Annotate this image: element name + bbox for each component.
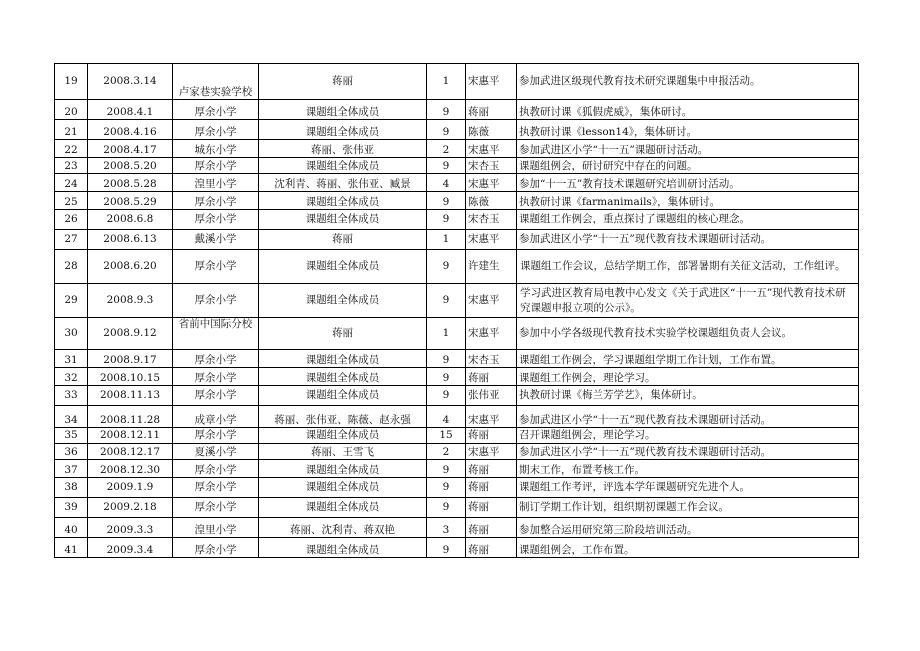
row-date: 2008.6.20	[88, 250, 173, 284]
row-school: 厚余小学	[173, 386, 259, 406]
row-members: 沈利青、蒋丽、张伟亚、臧景	[259, 174, 427, 192]
row-members: 课题组全体成员	[259, 100, 427, 120]
row-date: 2008.5.29	[88, 192, 173, 210]
row-number: 24	[55, 174, 88, 192]
table-row	[55, 318, 859, 350]
row-members: 课题组全体成员	[259, 350, 427, 368]
row-school: 成章小学	[173, 406, 259, 428]
table-row	[55, 174, 859, 192]
row-content: 参加武进区级现代教育技术研究课题集中申报活动。	[517, 64, 859, 100]
row-school: 戴溪小学	[173, 230, 259, 250]
table-row	[55, 444, 859, 460]
row-number: 37	[55, 460, 88, 478]
row-number: 19	[55, 64, 88, 100]
row-content: 参加“十一五”教育技术课题研究培训研讨活动。	[517, 174, 859, 192]
row-date: 2008.11.28	[88, 406, 173, 428]
row-school: 城东小学	[173, 140, 259, 158]
row-recorder: 宋惠平	[466, 64, 517, 100]
table-row	[55, 406, 859, 428]
row-count: 9	[427, 460, 466, 478]
row-recorder: 宋杏玉	[466, 158, 517, 174]
row-recorder: 宋惠平	[466, 318, 517, 350]
row-members: 蒋丽、张伟亚	[259, 140, 427, 158]
row-recorder: 蒋丽	[466, 478, 517, 498]
table-row	[55, 386, 859, 406]
row-number: 33	[55, 386, 88, 406]
table-body	[55, 64, 859, 558]
row-members: 课题组全体成员	[259, 284, 427, 318]
row-count: 9	[427, 284, 466, 318]
row-content: 执教研讨课《狐假虎威》，集体研讨。	[517, 100, 859, 120]
row-number: 22	[55, 140, 88, 158]
row-date: 2008.12.17	[88, 444, 173, 460]
row-date: 2008.9.3	[88, 284, 173, 318]
row-recorder: 宋惠平	[466, 406, 517, 428]
row-content: 课题组工作例会，重点探讨了课题组的核心理念。	[517, 210, 859, 230]
row-members: 课题组全体成员	[259, 538, 427, 558]
row-school: 厚余小学	[173, 192, 259, 210]
row-recorder: 宋杏玉	[466, 210, 517, 230]
row-members: 课题组全体成员	[259, 368, 427, 386]
table-row	[55, 100, 859, 120]
row-count: 9	[427, 158, 466, 174]
row-school: 湟里小学	[173, 174, 259, 192]
row-date: 2008.9.17	[88, 350, 173, 368]
table-row	[55, 192, 859, 210]
row-date: 2008.4.16	[88, 120, 173, 140]
row-count: 4	[427, 406, 466, 428]
row-members: 蒋丽	[259, 318, 427, 350]
row-content: 召开课题组例会，理论学习。	[517, 428, 859, 444]
row-members: 课题组全体成员	[259, 478, 427, 498]
row-recorder: 宋杏玉	[466, 350, 517, 368]
row-content: 执教研讨课《梅兰芳学艺》，集体研讨。	[517, 386, 859, 406]
row-school: 厚余小学	[173, 498, 259, 518]
row-school: 厚余小学	[173, 538, 259, 558]
row-school: 厚余小学	[173, 250, 259, 284]
row-number: 29	[55, 284, 88, 318]
row-count: 1	[427, 64, 466, 100]
row-date: 2009.3.3	[88, 518, 173, 538]
row-count: 9	[427, 120, 466, 140]
row-content: 执教研讨课《farmanimails》，集体研讨。	[517, 192, 859, 210]
row-count: 9	[427, 250, 466, 284]
row-members: 课题组全体成员	[259, 250, 427, 284]
row-recorder: 陈薇	[466, 120, 517, 140]
row-content: 参加武进区小学“十一五”现代教育技术课题研讨活动。	[517, 406, 859, 428]
row-date: 2008.10.15	[88, 368, 173, 386]
row-date: 2008.12.11	[88, 428, 173, 444]
row-members: 课题组全体成员	[259, 192, 427, 210]
row-content: 制订学期工作计划，组织期初课题工作会议。	[517, 498, 859, 518]
row-date: 2008.6.13	[88, 230, 173, 250]
row-count: 3	[427, 518, 466, 538]
table-row	[55, 250, 859, 284]
row-count: 9	[427, 386, 466, 406]
row-members: 课题组全体成员	[259, 210, 427, 230]
row-content: 执教研讨课《lesson14》，集体研讨。	[517, 120, 859, 140]
row-members: 蒋丽、王雪飞	[259, 444, 427, 460]
row-date: 2008.3.14	[88, 64, 173, 100]
row-school: 厚余小学	[173, 210, 259, 230]
row-date: 2008.9.12	[88, 318, 173, 350]
row-date: 2008.4.17	[88, 140, 173, 158]
row-content: 课题组例会，研讨研究中存在的问题。	[517, 158, 859, 174]
row-count: 2	[427, 140, 466, 158]
row-count: 9	[427, 368, 466, 386]
table-row	[55, 120, 859, 140]
row-count: 9	[427, 192, 466, 210]
row-count: 9	[427, 498, 466, 518]
row-members: 课题组全体成员	[259, 428, 427, 444]
row-count: 9	[427, 210, 466, 230]
row-members: 课题组全体成员	[259, 498, 427, 518]
row-number: 38	[55, 478, 88, 498]
table-row	[55, 368, 859, 386]
row-date: 2008.5.20	[88, 158, 173, 174]
row-members: 蒋丽	[259, 64, 427, 100]
row-number: 34	[55, 406, 88, 428]
row-date: 2008.5.28	[88, 174, 173, 192]
row-members: 蒋丽、沈利青、蒋双艳	[259, 518, 427, 538]
row-recorder: 蒋丽	[466, 428, 517, 444]
row-school: 厚余小学	[173, 284, 259, 318]
table-row	[55, 518, 859, 538]
table-row	[55, 538, 859, 558]
row-school: 厚余小学	[173, 478, 259, 498]
row-school: 厚余小学	[173, 120, 259, 140]
row-content: 课题组工作会议，总结学期工作，部署暑期有关征文活动，工作组评。	[517, 250, 859, 284]
row-date: 2008.11.13	[88, 386, 173, 406]
row-recorder: 蒋丽	[466, 518, 517, 538]
row-members: 课题组全体成员	[259, 460, 427, 478]
row-content: 学习武进区教育局电教中心发文《关于武进区“十一五”现代教育技术研究课题申报立项的公示》。	[517, 284, 859, 318]
row-count: 15	[427, 428, 466, 444]
table-row	[55, 158, 859, 174]
row-content: 参加整合运用研究第三阶段培训活动。	[517, 518, 859, 538]
row-recorder: 陈薇	[466, 192, 517, 210]
row-number: 36	[55, 444, 88, 460]
row-number: 26	[55, 210, 88, 230]
row-date: 2009.2.18	[88, 498, 173, 518]
row-number: 25	[55, 192, 88, 210]
row-number: 23	[55, 158, 88, 174]
row-content: 参加武进区小学“十一五”现代教育技术课题研讨活动。	[517, 230, 859, 250]
row-members: 课题组全体成员	[259, 158, 427, 174]
row-members: 蒋丽、张伟亚、陈薇、赵永强	[259, 406, 427, 428]
row-recorder: 张伟亚	[466, 386, 517, 406]
row-recorder: 蒋丽	[466, 368, 517, 386]
row-content: 参加武进区小学“十一五”现代教育技术课题研讨活动。	[517, 444, 859, 460]
row-date: 2008.6.8	[88, 210, 173, 230]
row-members: 课题组全体成员	[259, 386, 427, 406]
row-number: 20	[55, 100, 88, 120]
row-count: 9	[427, 478, 466, 498]
row-count: 4	[427, 174, 466, 192]
row-count: 9	[427, 100, 466, 120]
table-row	[55, 284, 859, 318]
row-recorder: 蒋丽	[466, 460, 517, 478]
table-row	[55, 428, 859, 444]
row-school: 厚余小学	[173, 100, 259, 120]
row-number: 40	[55, 518, 88, 538]
row-school: 卢家巷实验学校	[173, 64, 259, 100]
row-school: 厚余小学	[173, 460, 259, 478]
row-recorder: 蒋丽	[466, 538, 517, 558]
table-row	[55, 498, 859, 518]
row-school: 厚余小学	[173, 350, 259, 368]
table-row	[55, 478, 859, 498]
row-number: 32	[55, 368, 88, 386]
table-row	[55, 64, 859, 100]
row-members: 课题组全体成员	[259, 120, 427, 140]
row-content: 课题组工作例会，理论学习。	[517, 368, 859, 386]
row-number: 27	[55, 230, 88, 250]
row-recorder: 蒋丽	[466, 100, 517, 120]
table-row	[55, 140, 859, 158]
row-date: 2008.4.1	[88, 100, 173, 120]
row-recorder: 许建生	[466, 250, 517, 284]
row-school: 夏溪小学	[173, 444, 259, 460]
row-recorder: 宋惠平	[466, 174, 517, 192]
row-number: 30	[55, 318, 88, 350]
row-school: 厚余小学	[173, 368, 259, 386]
row-recorder: 宋惠平	[466, 230, 517, 250]
row-number: 21	[55, 120, 88, 140]
row-content: 课题组例会，工作布置。	[517, 538, 859, 558]
row-recorder: 宋惠平	[466, 284, 517, 318]
row-content: 课题组工作例会，学习课题组学期工作计划，工作布置。	[517, 350, 859, 368]
row-count: 1	[427, 318, 466, 350]
row-school: 厚余小学	[173, 158, 259, 174]
row-school: 省前中国际分校	[173, 318, 259, 350]
table-row	[55, 210, 859, 230]
table-row	[55, 230, 859, 250]
row-school: 湟里小学	[173, 518, 259, 538]
row-number: 28	[55, 250, 88, 284]
row-date: 2009.1.9	[88, 478, 173, 498]
row-count: 2	[427, 444, 466, 460]
row-number: 35	[55, 428, 88, 444]
row-count: 9	[427, 538, 466, 558]
row-recorder: 蒋丽	[466, 498, 517, 518]
row-recorder: 宋惠平	[466, 444, 517, 460]
row-recorder: 宋惠平	[466, 140, 517, 158]
row-school: 厚余小学	[173, 428, 259, 444]
row-members: 蒋丽	[259, 230, 427, 250]
activity-log-table	[54, 63, 859, 558]
row-date: 2009.3.4	[88, 538, 173, 558]
row-content: 课题组工作考评，评选本学年课题研究先进个人。	[517, 478, 859, 498]
row-date: 2008.12.30	[88, 460, 173, 478]
row-number: 39	[55, 498, 88, 518]
row-count: 9	[427, 350, 466, 368]
table-row	[55, 460, 859, 478]
row-number: 31	[55, 350, 88, 368]
row-number: 41	[55, 538, 88, 558]
row-content: 参加中小学各级现代教育技术实验学校课题组负责人会议。	[517, 318, 859, 350]
row-count: 1	[427, 230, 466, 250]
table-row	[55, 350, 859, 368]
row-content: 期末工作，布置考核工作。	[517, 460, 859, 478]
row-content: 参加武进区小学“十一五”课题研讨活动。	[517, 140, 859, 158]
